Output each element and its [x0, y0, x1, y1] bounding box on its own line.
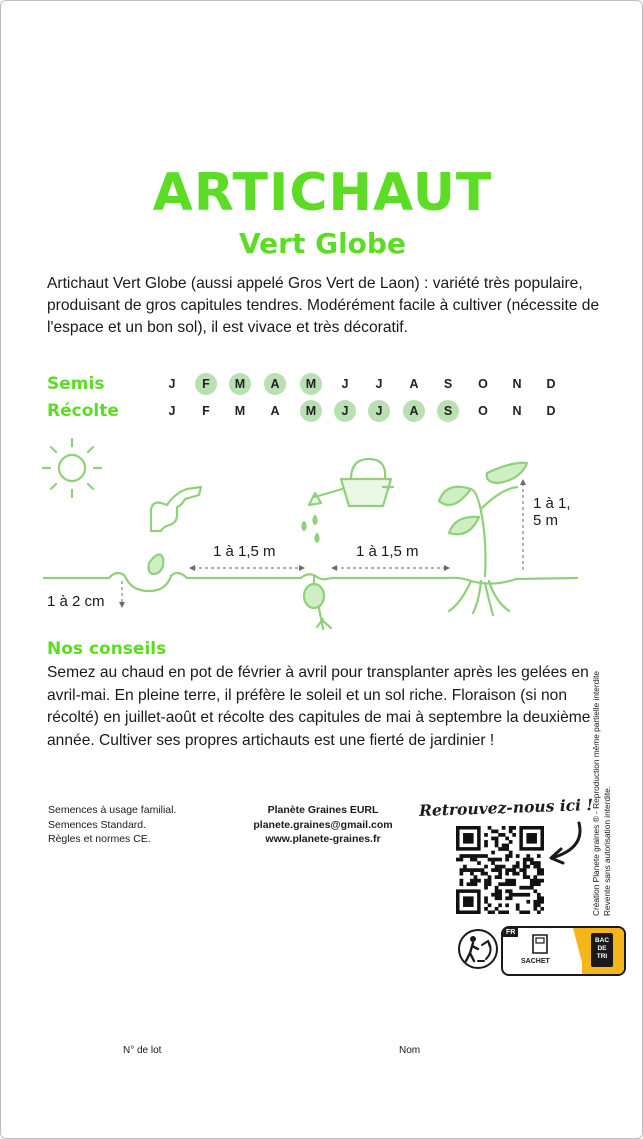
harvest-month-1: J [168, 404, 176, 418]
sowing-month-6: J [341, 377, 349, 391]
product-title: ARTICHAUT [152, 163, 493, 223]
triman-icon [456, 927, 500, 971]
sowing-month-9: S [443, 377, 453, 391]
plant-icon [439, 463, 527, 615]
product-description: Artichaut Vert Globe (aussi appelé Gros Vert de Laon) : variété très populaire, produisant de gros capitules tendres. Modérément facile à cultiver (nécessite de l'espace et un bon sol), il est vivace et très décoratif. [47, 275, 600, 336]
company-website[interactable]: www.planete-graines.fr [265, 833, 381, 845]
legal-info: Semences à usage familial. Semences Standard. Règles et normes CE. [48, 804, 177, 845]
harvest-month-11: N [512, 404, 522, 418]
harvest-month-5: M [300, 400, 322, 422]
sprouting-seed-icon [304, 577, 331, 629]
watering-can-icon [309, 459, 393, 506]
lot-number-label: N° de lot [123, 1045, 162, 1056]
spacing-label-1: 1 à 1,5 m [213, 543, 276, 560]
recycling-badge [501, 926, 626, 976]
sowing-month-1: J [168, 377, 176, 391]
harvest-month-2: F [202, 404, 210, 418]
sachet-label: SACHET [521, 958, 550, 965]
depth-label: 1 à 2 cm [47, 593, 105, 610]
sowing-month-11: N [512, 377, 522, 391]
sowing-month-5: M [300, 373, 322, 395]
sowing-month-3: M [229, 373, 251, 395]
harvest-month-10: O [478, 404, 488, 418]
country-code: FR [503, 928, 518, 937]
harvest-month-3: M [234, 404, 246, 418]
harvest-month-9: S [437, 400, 459, 422]
harvest-label: Récolte [47, 401, 119, 421]
spacing-label-2: 1 à 1,5 m [356, 543, 419, 560]
hand-icon [151, 487, 201, 531]
sowing-month-12: D [546, 377, 556, 391]
arrow-icon [541, 819, 591, 869]
sowing-month-10: O [478, 377, 488, 391]
harvest-month-8: A [403, 400, 425, 422]
recycling-bin-icon: BAC DE TRI [591, 933, 613, 967]
height-label: 1 à 1, 5 m [533, 495, 571, 529]
copyright-notice: Création Planete graines ® - Reproduction même partielle interdite Revente sans autorisation interdite. [591, 670, 612, 916]
seed-icon [149, 554, 164, 574]
sachet-icon [530, 933, 550, 955]
sowing-month-2: F [195, 373, 217, 395]
advice-title: Nos conseils [47, 639, 167, 659]
sowing-month-8: A [409, 377, 419, 391]
company-email[interactable]: planete.graines@gmail.com [253, 818, 393, 831]
qr-caption: Retrouvez-nous ici ! [418, 794, 594, 821]
harvest-month-4: A [270, 404, 280, 418]
sowing-label: Semis [47, 374, 105, 394]
variety-name: Vert Globe [239, 227, 406, 260]
company-info [233, 803, 413, 847]
advice-text: Semez au chaud en pot de février à avril pour transplanter après les gelées en avril-mai. En pleine terre, il préfère le soleil et un sol riche. Floraison (si non récolté) en juillet-août et récolte des capitules de mai à septembre la deuxième année. Cultiver ses propres artichauts est une fierté de jardinier ! [47, 664, 591, 749]
sun-icon [43, 439, 101, 497]
harvest-month-6: J [334, 400, 356, 422]
name-label: Nom [399, 1045, 421, 1056]
qr-code[interactable] [456, 826, 544, 914]
company-name: Planète Graines EURL [267, 804, 379, 816]
harvest-month-7: J [368, 400, 390, 422]
sowing-month-7: J [375, 377, 383, 391]
harvest-month-12: D [546, 404, 556, 418]
sowing-month-4: A [264, 373, 286, 395]
